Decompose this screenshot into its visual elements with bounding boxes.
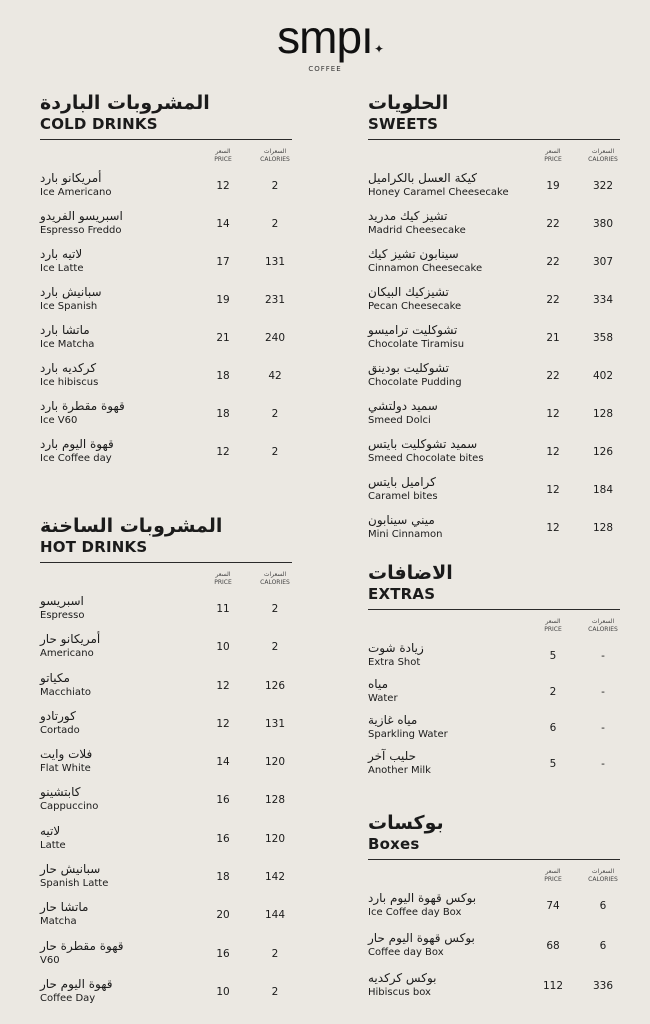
item-price: 18	[216, 871, 230, 884]
boxes-section	[368, 812, 620, 1010]
item-price: 14	[216, 218, 230, 230]
menu-item	[368, 436, 620, 474]
calories-header-ar: السعرات	[591, 868, 615, 875]
item-name-en: Latte	[40, 839, 66, 851]
menu-item	[368, 930, 620, 970]
menu-item	[368, 170, 620, 208]
calories-header	[255, 571, 295, 587]
calories-header	[583, 148, 623, 164]
item-calories: 126	[264, 679, 286, 692]
price-header	[203, 571, 243, 587]
item-price: 12	[216, 180, 230, 192]
section-title-en: COLD DRINKS	[40, 115, 158, 133]
menu-item	[368, 512, 620, 550]
menu-item	[368, 890, 620, 930]
menu-item	[368, 712, 620, 748]
item-name-ar: بوكس كركديه	[368, 971, 437, 985]
calories-header-en: CALORIES	[588, 156, 618, 163]
item-price: 14	[216, 756, 230, 769]
item-price: 20	[216, 909, 230, 922]
item-name-en: Macchiato	[40, 686, 92, 698]
cold-drinks-section	[40, 92, 292, 474]
item-name-ar: قهوة مقطرة حار	[40, 938, 124, 953]
item-name-en: Matcha	[40, 916, 77, 928]
column-headers	[40, 140, 292, 170]
item-calories: 6	[599, 900, 607, 912]
item-price: 16	[216, 947, 230, 960]
item-price: 21	[546, 332, 560, 344]
menu-item	[40, 708, 292, 746]
item-name-en: Mini Cinnamon	[368, 529, 443, 540]
item-calories: 120	[264, 832, 286, 845]
item-name-en: Pecan Cheesecake	[368, 301, 462, 312]
item-price: 17	[216, 256, 230, 268]
item-name-ar: تشوكليت تراميسو	[368, 323, 458, 337]
item-name-ar: كورتادو	[40, 708, 76, 723]
item-name-ar: قهوة مقطرة بارد	[40, 399, 125, 413]
item-name-ar: تشيزكيك البيكان	[368, 285, 449, 299]
item-name-en: Cortado	[40, 724, 80, 736]
item-name-en: Ice V60	[40, 415, 78, 426]
item-price: 16	[216, 794, 230, 807]
price-header-en: PRICE	[544, 626, 562, 633]
menu-item	[40, 322, 292, 360]
item-calories: 120	[264, 756, 286, 769]
price-header-ar: السعر	[545, 148, 561, 155]
price-header	[533, 148, 573, 164]
menu-item	[40, 284, 292, 322]
sweets-section	[368, 92, 620, 550]
calories-header-en: CALORIES	[260, 156, 290, 163]
item-name-en: Espresso	[40, 610, 85, 621]
item-calories: 131	[264, 717, 286, 730]
price-header-ar: السعر	[545, 868, 561, 875]
item-name-en: Espresso Freddo	[40, 225, 122, 236]
calories-header-ar: السعرات	[263, 571, 287, 578]
section-title-ar: الاضافات	[368, 562, 453, 584]
calories-header-en: CALORIES	[588, 876, 618, 883]
item-price: 22	[546, 218, 560, 230]
brand-logo	[0, 11, 650, 73]
star-icon: ✦	[374, 42, 385, 56]
menu-item	[40, 593, 292, 631]
item-calories: -	[601, 722, 605, 734]
item-name-ar: لاتيه بارد	[40, 247, 83, 261]
calories-header-ar: السعرات	[263, 148, 287, 155]
item-name-en: Honey Caramel Cheesecake	[368, 187, 509, 198]
item-name-en: Chocolate Pudding	[368, 377, 462, 388]
item-price: 18	[216, 408, 230, 420]
menu-item	[40, 938, 292, 976]
calories-header-en: CALORIES	[260, 579, 290, 586]
item-calories: 2	[271, 180, 279, 192]
item-name-en: Ice Coffee day	[40, 453, 112, 464]
item-name-ar: كابتشينو	[40, 785, 81, 800]
item-name-en: Caramel bites	[368, 491, 438, 502]
item-price: 10	[216, 985, 230, 998]
item-name-ar: قهوة اليوم حار	[40, 976, 113, 991]
item-name-en: Smeed Chocolate bites	[368, 453, 484, 464]
item-name-ar: ماتشا حار	[40, 900, 89, 915]
item-price: 12	[216, 717, 230, 730]
item-name-en: Ice Latte	[40, 263, 84, 274]
calories-header-en: CALORIES	[588, 626, 618, 633]
column-headers	[368, 860, 620, 890]
menu-item	[368, 322, 620, 360]
section-title-en: EXTRAS	[368, 585, 436, 603]
item-calories: 2	[271, 408, 279, 420]
item-calories: 128	[264, 794, 286, 807]
calories-header-ar: السعرات	[591, 148, 615, 155]
menu-item	[40, 784, 292, 822]
item-calories: 184	[592, 484, 614, 496]
item-name-en: Americano	[40, 648, 94, 660]
item-name-ar: زيادة شوت	[368, 641, 424, 655]
hot-drinks-section	[40, 515, 292, 1014]
calories-header-ar: السعرات	[591, 618, 615, 625]
item-name-ar: سميد دولتشي	[368, 399, 438, 413]
item-calories: -	[601, 650, 605, 662]
item-calories: 2	[271, 603, 279, 615]
item-name-en: Coffee day Box	[368, 947, 444, 958]
item-calories: 126	[592, 446, 614, 458]
calories-header	[255, 148, 295, 164]
menu-item	[368, 284, 620, 322]
menu-item	[40, 899, 292, 937]
menu-item	[40, 246, 292, 284]
item-name-en: Extra Shot	[368, 657, 421, 668]
item-calories: -	[601, 686, 605, 698]
item-name-en: Ice Coffee day Box	[368, 907, 462, 918]
item-calories: 2	[271, 947, 279, 960]
item-name-en: V60	[40, 954, 60, 966]
item-name-ar: بوكس قهوة اليوم بارد	[368, 891, 477, 905]
menu-item	[40, 746, 292, 784]
menu-item	[368, 246, 620, 284]
calories-header	[583, 618, 623, 634]
brand-subtitle: COFFEE	[308, 65, 342, 73]
item-price: 12	[546, 446, 560, 458]
item-price: 22	[546, 256, 560, 268]
item-name-en: Flat White	[40, 763, 91, 775]
price-header-en: PRICE	[214, 579, 232, 586]
item-name-ar: مياه غازية	[368, 713, 418, 727]
item-name-ar: أمريكانو بارد	[40, 171, 102, 185]
item-name-ar: اسبريسو	[40, 594, 84, 608]
item-name-ar: كركديه بارد	[40, 361, 97, 375]
item-calories: 42	[268, 370, 282, 382]
item-calories: 336	[592, 980, 614, 992]
item-name-ar: مياه	[368, 677, 388, 691]
item-calories: 131	[264, 256, 286, 268]
item-name-ar: تشيز كيك مدريد	[368, 209, 448, 223]
item-calories: 6	[599, 940, 607, 952]
item-calories: 2	[271, 641, 279, 654]
price-header-en: PRICE	[214, 156, 232, 163]
item-name-ar: سبانيش بارد	[40, 285, 102, 299]
item-calories: 358	[592, 332, 614, 344]
calories-header	[583, 868, 623, 884]
item-calories: 2	[271, 446, 279, 458]
menu-item	[40, 861, 292, 899]
item-name-en: Spanish Latte	[40, 878, 109, 890]
item-calories: -	[601, 758, 605, 770]
section-title-ar: المشروبات الباردة	[40, 92, 210, 114]
item-name-ar: ميني سينابون	[368, 513, 435, 527]
item-price: 22	[546, 294, 560, 306]
item-name-ar: كراميل بايتس	[368, 475, 436, 489]
item-price: 22	[546, 370, 560, 382]
price-header-ar: السعر	[545, 618, 561, 625]
menu-item	[368, 970, 620, 1010]
menu-item	[40, 823, 292, 861]
item-price: 18	[216, 370, 230, 382]
item-price: 12	[216, 679, 230, 692]
price-header	[533, 618, 573, 634]
item-calories: 128	[592, 522, 614, 534]
item-name-en: Ice hibiscus	[40, 377, 99, 388]
menu-item	[368, 208, 620, 246]
item-name-ar: مكياتو	[40, 670, 70, 685]
extras-section	[368, 562, 620, 784]
item-price: 74	[546, 900, 560, 912]
item-calories: 144	[264, 909, 286, 922]
section-title-en: Boxes	[368, 835, 420, 853]
menu-item	[40, 976, 292, 1014]
item-name-en: Hibiscus box	[368, 987, 431, 998]
item-name-en: Ice Matcha	[40, 339, 95, 350]
item-price: 19	[546, 180, 560, 192]
item-calories: 128	[592, 408, 614, 420]
item-name-ar: كيكة العسل بالكراميل	[368, 171, 477, 185]
item-price: 12	[216, 446, 230, 458]
price-header	[203, 148, 243, 164]
item-name-ar: ماتشا بارد	[40, 323, 90, 337]
menu-item	[40, 670, 292, 708]
item-name-en: Cappuccino	[40, 801, 99, 813]
item-calories: 240	[264, 332, 286, 344]
menu-item	[368, 676, 620, 712]
price-header-en: PRICE	[544, 156, 562, 163]
menu-item	[368, 360, 620, 398]
item-name-en: Chocolate Tiramisu	[368, 339, 465, 350]
item-calories: 231	[264, 294, 286, 306]
item-name-en: Sparkling Water	[368, 729, 448, 740]
menu-item	[40, 398, 292, 436]
item-price: 12	[546, 408, 560, 420]
section-title-en: HOT DRINKS	[40, 538, 148, 556]
item-name-ar: حليب آخر	[368, 749, 416, 763]
column-headers	[40, 563, 292, 593]
item-name-ar: سميد تشوكليت بايتس	[368, 437, 478, 451]
price-header-ar: السعر	[215, 148, 231, 155]
item-calories: 380	[592, 218, 614, 230]
item-name-ar: بوكس قهوة اليوم حار	[368, 931, 475, 945]
price-header-ar: السعر	[215, 571, 231, 578]
item-calories: 307	[592, 256, 614, 268]
item-price: 5	[549, 650, 557, 662]
menu-item	[368, 748, 620, 784]
item-calories: 322	[592, 180, 614, 192]
item-price: 6	[549, 722, 557, 734]
item-price: 16	[216, 832, 230, 845]
item-name-en: Cinnamon Cheesecake	[368, 263, 483, 274]
item-price: 12	[546, 484, 560, 496]
menu-item	[40, 436, 292, 474]
item-name-en: Coffee Day	[40, 992, 96, 1004]
item-name-ar: تشوكليت بودينق	[368, 361, 449, 375]
section-title-en: SWEETS	[368, 115, 439, 133]
brand-name: smpı	[277, 11, 373, 63]
item-name-en: Ice Americano	[40, 187, 112, 198]
price-header-en: PRICE	[544, 876, 562, 883]
section-title-ar: الحلويات	[368, 92, 449, 114]
menu-item	[368, 640, 620, 676]
item-name-ar: لاتيه	[40, 823, 61, 838]
item-name-ar: أمريكانو حار	[40, 632, 101, 647]
column-headers	[368, 140, 620, 170]
price-header	[533, 868, 573, 884]
menu-item	[40, 208, 292, 246]
column-headers	[368, 610, 620, 640]
item-price: 5	[549, 758, 557, 770]
menu-item	[368, 474, 620, 512]
item-price: 19	[216, 294, 230, 306]
item-name-en: Madrid Cheesecake	[368, 225, 466, 236]
item-price: 2	[549, 686, 557, 698]
menu-item	[40, 360, 292, 398]
section-title-ar: بوكسات	[368, 812, 444, 834]
item-calories: 402	[592, 370, 614, 382]
menu-item	[40, 170, 292, 208]
item-calories: 334	[592, 294, 614, 306]
item-name-en: Another Milk	[368, 765, 431, 776]
item-calories: 2	[271, 218, 279, 230]
item-name-ar: سينابون تشيز كيك	[368, 247, 459, 261]
item-name-en: Ice Spanish	[40, 301, 98, 312]
item-price: 12	[546, 522, 560, 534]
item-calories: 142	[264, 871, 286, 884]
item-name-ar: فلات وايت	[40, 747, 93, 762]
item-name-ar: قهوة اليوم بارد	[40, 437, 114, 451]
item-price: 21	[216, 332, 230, 344]
item-calories: 2	[271, 985, 279, 998]
menu-item	[40, 631, 292, 669]
item-name-ar: اسبريسو الفريدو	[40, 209, 123, 223]
item-name-ar: سبانيش حار	[40, 862, 101, 877]
item-price: 112	[542, 980, 564, 992]
item-price: 11	[216, 603, 230, 615]
item-name-en: Water	[368, 693, 398, 704]
item-name-en: Smeed Dolci	[368, 415, 431, 426]
item-price: 10	[216, 641, 230, 654]
section-title-ar: المشروبات الساخنة	[40, 515, 223, 537]
menu-item	[368, 398, 620, 436]
item-price: 68	[546, 940, 560, 952]
